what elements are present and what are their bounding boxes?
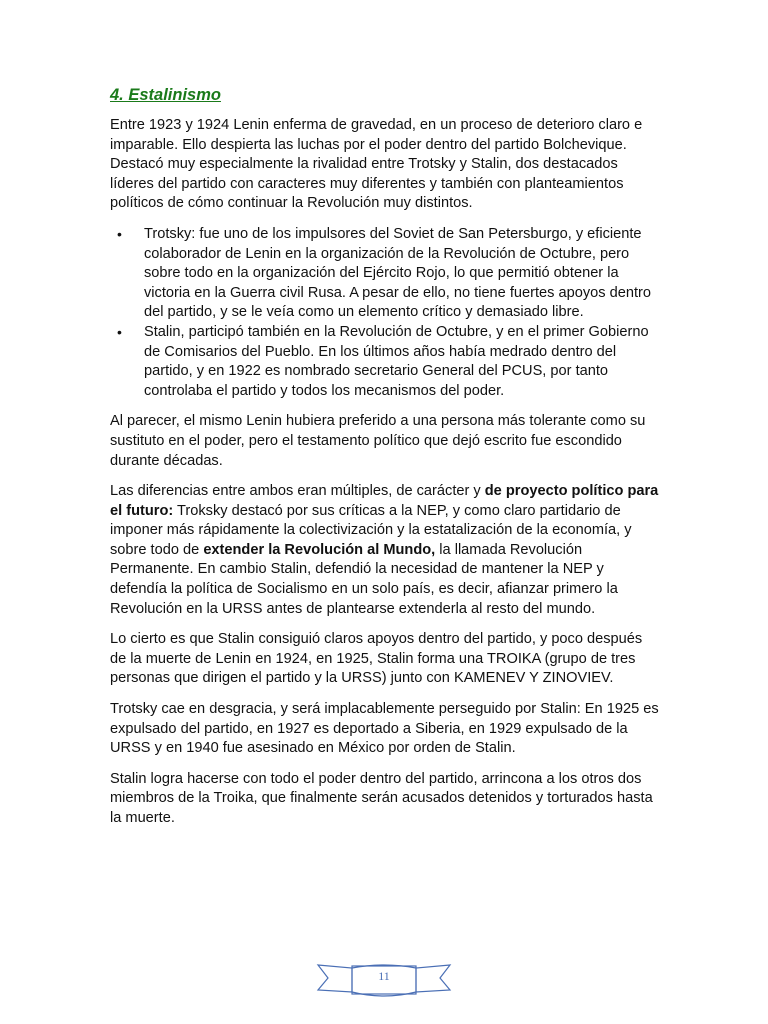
- bullet-item-stalin: [110, 323, 660, 401]
- differences-paragraph: [110, 482, 660, 619]
- bullet-icon: •: [117, 225, 122, 242]
- differences-text: Las diferencias entre ambos eran múltiples, de carácter y: [110, 483, 485, 500]
- bullet-text: Trotsky: fue uno de los impulsores del Soviet de San Petersburgo, y eficiente colaborador de Lenin en la organización de la Revolución de Octubre, pero sobre todo en la organización del Ejército Rojo, lo que permitió obtener la victoria en la Guerra civil Rusa. A pesar de ello, no tiene fuertes apoyos dentro del partido, y se le veía como un elemento crítico y demasiado libre.: [144, 225, 652, 321]
- testament-paragraph: Al parecer, el mismo Lenin hubiera preferido a una persona más tolerante como su sustituto en el poder, pero el testamento político que dejó escrito fue escondido durante décadas.: [110, 413, 646, 469]
- bullet-icon: •: [117, 323, 122, 340]
- bullet-item-trotsky: [110, 225, 660, 323]
- page-number: 11: [378, 969, 390, 983]
- bullet-list: [110, 225, 660, 401]
- section-heading: 4. Estalinismo: [110, 86, 221, 104]
- document-page: [110, 84, 660, 840]
- troika-paragraph: Lo cierto es que Stalin consiguió claros apoyos dentro del partido, y poco después de la muerte de Lenin en 1924, en 1925, Stalin forma una TROIKA (grupo de tres personas que dirigen el partido y la URSS) junto con KAMENEV Y ZINOVIEV.: [110, 631, 643, 687]
- page-footer: [316, 962, 452, 1000]
- power-paragraph: Stalin logra hacerse con todo el poder dentro del partido, arrincona a los otros dos miembros de la Troika, que finalmente serán acusados detenidos y torturados hasta la muerte.: [110, 770, 653, 826]
- differences-text: la llamada Revolución Permanente. En cambio Stalin, defendió la necesidad de mantener la NEP y defendía la política de Socialismo en un solo país, es decir, afianzar primero la Revolución en la URSS antes de plantearse extenderla al resto del mundo.: [110, 541, 618, 617]
- intro-paragraph: Entre 1923 y 1924 Lenin enferma de gravedad, en un proceso de deterioro claro e imparable. Ello despierta las luchas por el poder dentro del partido Bolchevique. Destacó muy especialmente la rivalidad entre Trotsky y Stalin, dos destacados líderes del partido con caracteres muy diferentes y también con planteamientos políticos de cómo continuar la Revolución muy distintos.: [110, 117, 643, 212]
- trotsky-fall-paragraph: Trotsky cae en desgracia, y será implacablemente perseguido por Stalin: En 1925 es expulsado del partido, en 1927 es deportado a Siberia, en 1929 expulsado de la URSS y en 1940 fue asesinado en México por orden de Stalin.: [110, 701, 659, 757]
- differences-bold-text: de proyecto político para el futuro:: [110, 483, 659, 519]
- differences-bold-text: extender la Revolución al Mundo,: [203, 541, 436, 558]
- bullet-text: Stalin, participó también en la Revolución de Octubre, y en el primer Gobierno de Comisarios del Pueblo. En los últimos años había medrado dentro del partido, y en 1922 es nombrado secretario General del PCUS, por tanto controlaba el partido y todos los mecanismos del poder.: [144, 323, 649, 399]
- differences-text: Troksky destacó por sus críticas a la NEP, y como claro partidario de imponer más rápidamente la colectivización y la estatalización de la economía, y sobre todo de: [110, 502, 632, 558]
